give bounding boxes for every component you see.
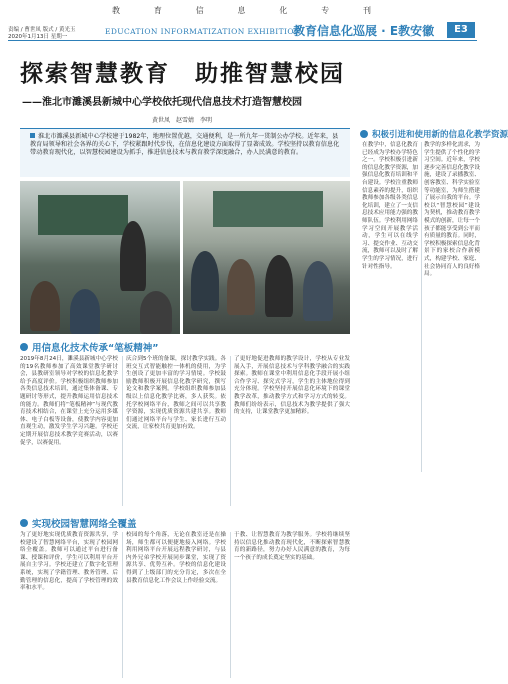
text-column-2: 庆合到5个班的备课，探讨教学实践。各班交互式智能触控一体机的使用，为学生创设了更加丰富的学习情境。学校鼓励教师积极开展信息化教学研究，撰写论文和教学案例。学校组织教师参加县级以上信息化教学比赛，多人获奖。依托学校网络平台，教师之间可以共享教学资源，实现优质资源共建共享。教师们通过网络平台与学生、家长进行互动交流，让家校共育更加有效。 [126,356,226,431]
intro-box [20,128,350,177]
section-heading-3 [20,516,137,530]
column-divider [230,532,231,678]
masthead-char: 息 [237,6,247,15]
masthead [0,0,485,46]
column-divider [122,356,123,506]
student-figure [140,291,172,334]
masthead-series-title [112,5,372,15]
section-dot-icon [20,519,28,527]
section-heading-2 [360,128,508,140]
masthead-char: 教 [112,6,121,15]
section-heading-1 [20,340,159,354]
text-column-7: 校园的每个角落，无论在教室还是在操场，师生都可以便捷地接入网络。学校利用网络平台开展远程教学研讨，与县内外兄弟学校开展同步课堂，实现了资源共享、优势互补。学校的信息化建设得到了上级部门的充分肯定，多次在全县教育信息化工作会议上作经验交流。 [126,532,226,584]
section-title: 积极引进和使用新的信息化教学资源 [372,130,508,140]
editor-line: 责编 / 曹世凤 版式 / 黄光玉 [8,27,76,33]
student-figure [227,259,255,315]
text-column-8: 于教、让智慧教育为教学服务。学校将继续坚持以信息化推动教育现代化，不断探索智慧教育的新路径，努力办好人民满意的教育，为每一个孩子的成长奠定坚实的基础。 [234,532,350,561]
masthead-char: 化 [279,6,289,15]
text-column-1: 2019年8月24日，濉溪县新城中心学校的19名教师参加了高效课堂教学研讨会，县教研室领导对学校的信息化教学给予高度评价。学校积极组织教师参加各类信息技术培训，通过集体备课、专题研讨等形式，提升教师运用信息技术的能力。教师们将“笔板精神”与现代教育技术相结合，在课堂上充分运用多媒体、电子白板等设备，使教学内容更加直观生动，激发学生学习兴趣。学校还定期开展信息技术教学竞赛活动，以赛促学，以赛促用。 [20,356,118,446]
masthead-char: 刊 [362,6,372,15]
student-figure [30,281,60,331]
column-divider [421,142,422,472]
section-dot-icon [20,343,28,351]
student-figure [191,251,219,311]
date-line: 2020年1月13日 星期一 [8,34,68,40]
page-number-badge: E3 [447,22,475,38]
masthead-char: 专 [321,6,331,15]
masthead-english-title: EDUCATION INFORMATIZATION EXHIBITION [105,27,301,36]
intro-paragraph [30,133,342,157]
text-column-3: 了更好地促进教师的教学设计，学校从专业发展入手，开展信息技术与学科教学融合的实践探索。教师在课堂中利用信息化手段开展小组合作学习、探究式学习，学生的主体地位得到充分体现。学校坚持开展信息化环境下的课堂教学改革，推动教学方式和学习方式的转变。教师们纷纷表示，信息技术为教学提供了强大的支持，让课堂教学更加精彩。 [234,356,350,416]
article-byline: 黄世凤 赵雪婧 李明 [152,117,213,124]
column-divider [230,356,231,506]
student-figure [303,261,333,321]
screen-shape [213,191,323,227]
student-figure [70,289,100,334]
square-bullet-icon [30,133,35,138]
section-dot-icon [360,130,368,138]
text-column-4: 在教学中，信息化教育已经成为学校办学特色之一。学校积极引进新的信息化教学资源，加强信息化教育培训和平台建设。学校注重教师信息素养的提升，组织教师参加各级各类信息化培训，建立了一支信息技术应用能力强的教师队伍。学校利用网络学习空间开展教学活动，学生可以在线学习、提交作业、互动交流，教师可以及时了解学生的学习情况，进行针对性指导。 [362,142,418,270]
classroom-photo-left [20,181,180,334]
article-subheadline: ——淮北市濉溪县新城中心学校依托现代信息技术打造智慧校园 [22,97,302,108]
section-title: 用信息化技术传承“笔板精神” [32,343,159,354]
column-divider [122,532,123,678]
blackboard-shape [38,195,128,235]
classroom-photo-right [183,181,350,334]
masthead-chinese-title: 教育信息化巡展 · E教安徽 [293,24,435,38]
text-column-6: 为了更好地实现优质教育资源共享，学校建设了智慧网络平台，实现了校园网络全覆盖。教师可以通过平台进行备课、授课和评价，学生可以利用平台开展自主学习。学校还建立了数字化管理系统，实现了学籍管理、教务管理、后勤管理的信息化，提高了学校管理的效率和水平。 [20,532,118,592]
masthead-char: 信 [195,6,205,15]
intro-text: 淮北市濉溪县新城中心学校建于1982年，地理位置优越，交通便利，是一所九年一贯制公办学校。近年来，县教育局领导和社会各界的关心下，学校紧跟时代步伐，在信息化建设方面取得了显著成效。学校坚持以教育信息化带动教育现代化，以智慧校园建设为抓手，推进信息技术与教育教学深度融合，办人民满意的教育。 [30,133,340,156]
student-figure [265,255,293,317]
teacher-figure [120,221,146,291]
masthead-char: 育 [153,6,163,15]
masthead-divider [8,40,477,41]
section-title: 实现校园智慧网络全覆盖 [32,519,137,530]
article-headline: 探索智慧教育 助推智慧校园 [20,60,345,87]
text-column-5: 教学的多样化需求，为学生提供了个性化的学习空间。近年来，学校逐步完善信息化教学设施，建设了录播教室、创客教室、科学实验室等功能室，为师生搭建了展示自我的平台。学校以“智慧校园”建设为契机，推动教育教学模式的创新，让每一个孩子都能享受到公平而有质量的教育。同时，学校积极探索信息化背景下的家校合作新模式，构建学校、家庭、社会协同育人的良好格局。 [424,142,480,278]
masthead-editor-info [8,27,75,41]
